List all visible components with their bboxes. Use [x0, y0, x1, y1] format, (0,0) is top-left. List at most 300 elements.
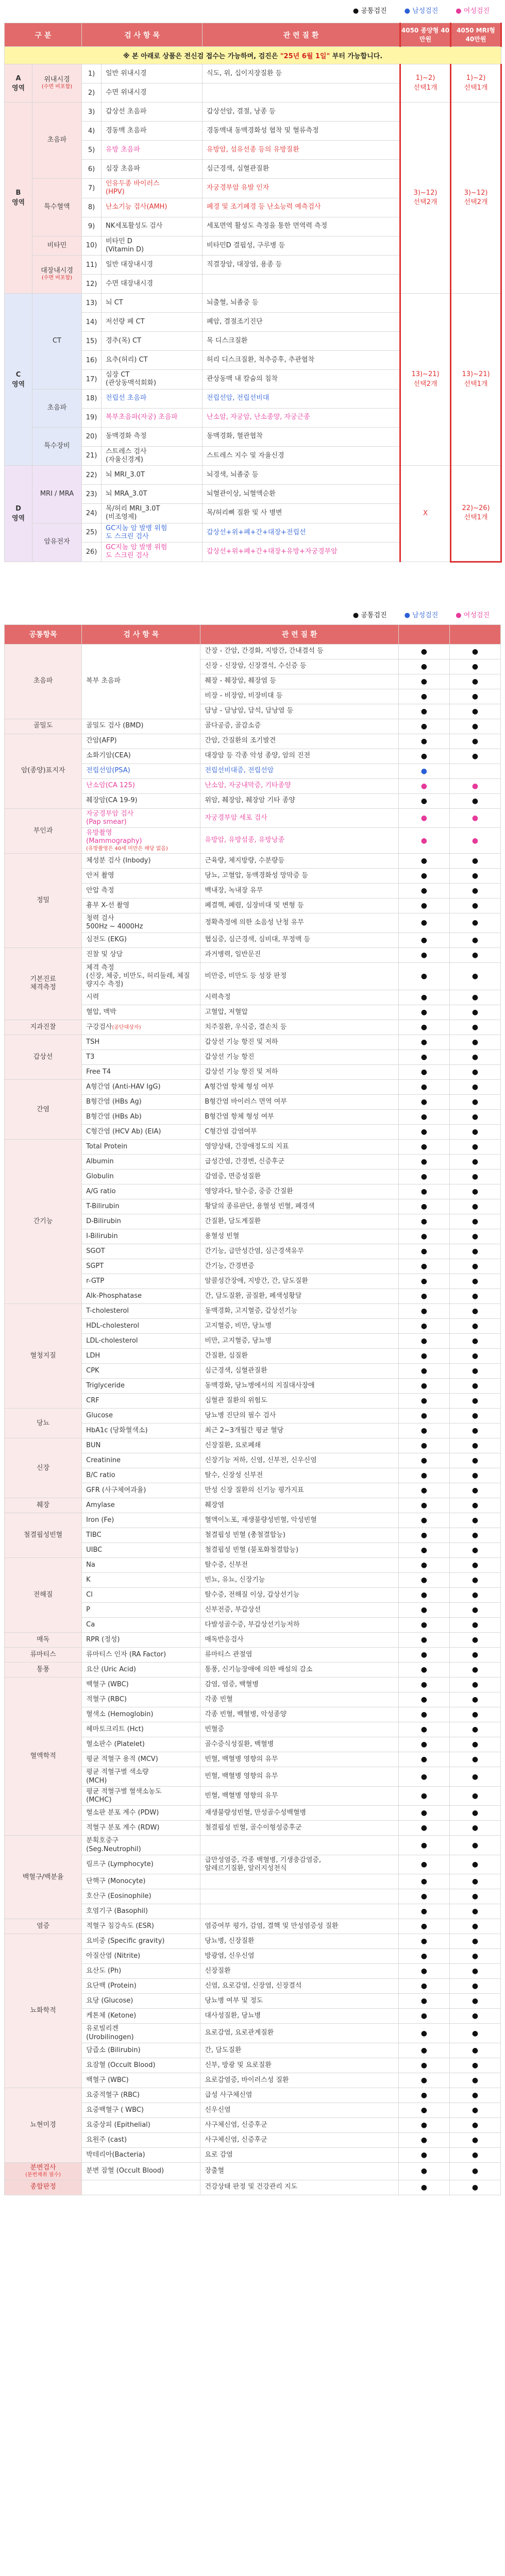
common-item-name: 요단백 (Protein) — [82, 1979, 200, 1994]
mark-package-mri: ● — [449, 1259, 500, 1274]
common-item-name: 아질산염 (Nitrite) — [82, 1949, 200, 1964]
common-item-name: 구강검사(공단대상자) — [82, 1020, 200, 1035]
common-item-name: Triglyceride — [82, 1379, 200, 1394]
common-item-name: 소화기암(CEA) — [82, 749, 200, 764]
mark-package-mri: ● — [449, 1513, 500, 1528]
common-item-name: Albumin — [82, 1155, 200, 1170]
common-item-name: 적혈구 침강속도 (ESR) — [82, 1919, 200, 1934]
common-item-description: 췌장염 — [200, 1498, 398, 1513]
mark-package-tumor: ● — [398, 1513, 449, 1528]
notice-text: ※ 본 아래로 상품은 전신검 접수는 가능하며, 검진은 "25년 6월 1일" 부터 가능합니다. — [5, 47, 501, 64]
common-item-description: 치주질환, 우식증, 결손치 등 — [200, 1020, 398, 1035]
common-item-name: 혈색소 (Hemoglobin) — [82, 1707, 200, 1722]
mark-package-tumor: ● — [398, 778, 449, 793]
item-name: 심장 초음파 — [102, 160, 203, 179]
header-package-tumor: 4050 종양형 40만원 — [400, 23, 451, 47]
common-item-name: 자궁경부암 검사 (Pap smear) — [82, 808, 200, 828]
mark-package-mri: ● — [449, 1035, 500, 1050]
common-item-name: 복부 초음파 — [82, 644, 200, 719]
common-item-name: P — [82, 1603, 200, 1618]
mark-package-tumor: ● — [398, 1095, 449, 1110]
option-row — [5, 466, 501, 485]
mark-package-mri: ● — [449, 1677, 500, 1692]
item-number: 18) — [82, 389, 102, 408]
common-item-description: 통풍, 신기능장애에 의한 배설의 감소 — [200, 1663, 398, 1677]
mark-package-mri: ● — [449, 2180, 500, 2195]
mark-package-mri: ● — [449, 644, 500, 659]
common-item-description: 난소암, 자궁내막증, 기타종양 — [200, 778, 398, 793]
mark-package-tumor: ● — [398, 1364, 449, 1379]
mark-package-tumor: ● — [398, 1140, 449, 1155]
mark-package-tumor: ● — [398, 1786, 449, 1806]
common-item-description: 신장질환 — [200, 1964, 398, 1979]
mark-package-mri: ● — [449, 2009, 500, 2024]
mark-package-tumor: ● — [398, 1919, 449, 1934]
mark-package-tumor: ● — [398, 1722, 449, 1737]
mark-package-tumor: ● — [398, 2117, 449, 2132]
region-cell: C 영역 — [5, 294, 32, 466]
mark-package-tumor: ● — [398, 1020, 449, 1035]
table2-header — [5, 624, 501, 644]
common-item-row — [5, 1498, 501, 1513]
mark-package-mri: ● — [449, 1155, 500, 1170]
mark-package-mri: ● — [449, 1722, 500, 1737]
common-item-name: 백혈구 (WBC) — [82, 1677, 200, 1692]
common-item-name: 평균 적혈구 용적 (MCV) — [82, 1752, 200, 1767]
common-item-name: 호염기구 (Basophil) — [82, 1904, 200, 1919]
item-number: 6) — [82, 160, 102, 179]
mark-package-tumor: ● — [398, 1543, 449, 1558]
common-item-description: 요로 감염 — [200, 2147, 398, 2162]
common-item-description: 간암, 간질환의 조기발견 — [200, 734, 398, 749]
mark-package-mri: ● — [449, 1588, 500, 1603]
common-item-row — [5, 1648, 501, 1663]
common-item-name: GFR (사구체여과율) — [82, 1483, 200, 1498]
common-item-row — [5, 644, 501, 659]
mark-package-mri: ● — [449, 1379, 500, 1394]
common-item-description: 심근경색, 심혈관질환 — [200, 1364, 398, 1379]
mark-package-tumor: ● — [398, 1889, 449, 1904]
common-item-name: 청력 검사 500Hz ~ 4000Hz — [82, 913, 200, 933]
mark-package-mri: ● — [449, 1274, 500, 1289]
item-number: 14) — [82, 313, 102, 332]
common-item-name: T-cholesterol — [82, 1304, 200, 1319]
mark-package-tumor: ● — [398, 1964, 449, 1979]
common-item-description: 위암, 췌장암, 췌장암 기타 종양 — [200, 793, 398, 808]
mark-package-mri: ● — [449, 1214, 500, 1229]
common-item-row — [5, 1836, 501, 1855]
common-item-description: 골수증식성질환, 백혈병 — [200, 1737, 398, 1752]
common-item-row — [5, 1934, 501, 1949]
common-item-name: SGPT — [82, 1259, 200, 1274]
mark-package-tumor: ● — [398, 1934, 449, 1949]
common-item-description: 갑상선 기능 항진 및 저하 — [200, 1065, 398, 1080]
legend-top — [4, 0, 501, 23]
common-item-description: 혈액이노포, 재생불량성빈혈, 악성빈혈 — [200, 1513, 398, 1528]
mark-package-mri: ● — [449, 1229, 500, 1244]
common-item-name: 요산도 (Ph) — [82, 1964, 200, 1979]
category-cell: 암유전자 — [32, 523, 82, 562]
common-item-description: 염증여부 평가, 감염, 결핵 및 만성염증성 질환 — [200, 1919, 398, 1934]
mark-package-mri: ● — [449, 1065, 500, 1080]
common-item-name: CPK — [82, 1364, 200, 1379]
common-item-name: LDL-cholesterol — [82, 1334, 200, 1349]
common-item-description: 빈혈, 백혈병 영향의 유무 — [200, 1752, 398, 1767]
common-item-name: 요잠혈 (Occult Blood) — [82, 2058, 200, 2073]
mark-package-tumor: ● — [398, 1005, 449, 1020]
common-item-description: 철결핍성 빈혈 (불포화철결합능) — [200, 1543, 398, 1558]
common-item-description — [200, 1889, 398, 1904]
common-item-description: 신우신염 — [200, 2103, 398, 2117]
item-name: 요추(허리) CT — [102, 351, 203, 370]
common-item-description: 비만, 고지혈증, 당뇨병 — [200, 1334, 398, 1349]
mark-package-mri: ● — [449, 1170, 500, 1184]
common-item-description: 갑상선 기능 항진 — [200, 1050, 398, 1065]
common-item-description: 탈수, 신장성 신부전 — [200, 1468, 398, 1483]
group-cell: 간염 — [5, 1080, 82, 1140]
header-desc: 관 련 질 환 — [203, 23, 400, 47]
mark-package-tumor: ● — [398, 1065, 449, 1080]
t2-header-group: 공통항목 — [5, 624, 82, 644]
mark-package-tumor: ● — [398, 2088, 449, 2103]
common-item-description: 간, 담도질환 — [200, 2043, 398, 2058]
item-description: 경동맥내 동맥경화성 협착 및 혈류측정 — [203, 122, 400, 141]
common-item-description: 빈혈, 백혈병 영향의 유무 — [200, 1786, 398, 1806]
region-cell: B 영역 — [5, 103, 32, 294]
selection-tumor: 3)~12) 선택2개 — [400, 103, 451, 294]
mark-package-mri: ● — [449, 2147, 500, 2162]
item-number: 2) — [82, 83, 102, 103]
mark-package-mri: ● — [449, 659, 500, 674]
common-item-name: 요비중 (Specific gravity) — [82, 1934, 200, 1949]
notice-row — [5, 47, 501, 64]
item-number: 23) — [82, 485, 102, 504]
common-item-name: r-GTP — [82, 1274, 200, 1289]
item-number: 25) — [82, 523, 102, 543]
common-item-name: 분변 잠혈 (Occult Blood) — [82, 2162, 200, 2180]
mark-package-tumor: ● — [398, 1110, 449, 1125]
group-cell: 골밀도 — [5, 719, 82, 734]
mark-package-tumor: ● — [398, 1836, 449, 1855]
common-item-row — [5, 1919, 501, 1934]
common-item-description: 철결핍성 빈혈, 골수이형성증후군 — [200, 1821, 398, 1836]
mark-package-tumor: ● — [398, 1035, 449, 1050]
item-description — [203, 83, 400, 103]
mark-package-mri: ● — [449, 704, 500, 719]
header-group: 구 분 — [5, 23, 82, 47]
common-item-description: 간기능, 간경변증 — [200, 1259, 398, 1274]
mark-package-mri: ● — [449, 2024, 500, 2043]
mark-package-mri: ● — [449, 1934, 500, 1949]
common-item-row — [5, 1513, 501, 1528]
common-item-description: 다발성골수증, 부갑상선기능저하 — [200, 1618, 398, 1633]
mark-package-mri: ● — [449, 1737, 500, 1752]
common-item-name: T-Bilirubin — [82, 1199, 200, 1214]
item-description: 동맥경화, 혈관협착 — [203, 427, 400, 446]
common-item-name: 심전도 (EKG) — [82, 933, 200, 947]
mark-package-mri: ● — [449, 1543, 500, 1558]
common-item-name: 진찰 및 상담 — [82, 947, 200, 962]
mark-package-tumor: ● — [398, 1949, 449, 1964]
mark-package-tumor: ● — [398, 793, 449, 808]
mark-package-tumor: ● — [398, 1498, 449, 1513]
selection-tumor: 1)~2) 선택1개 — [400, 64, 451, 103]
common-item-description: B형간염 항체 형성 여부 — [200, 1110, 398, 1125]
common-item-name: B/C ratio — [82, 1468, 200, 1483]
item-description: 심근경색, 심혈관질환 — [203, 160, 400, 179]
item-description: 난소암, 자궁암, 난소종양, 자궁근종 — [203, 408, 400, 427]
mark-package-tumor: ● — [398, 2162, 449, 2180]
mark-package-mri: ● — [449, 990, 500, 1005]
common-item-name: 혈소판 분포 계수 (PDW) — [82, 1806, 200, 1821]
item-name: 갑상선 초음파 — [102, 103, 203, 122]
mark-package-mri: ● — [449, 1095, 500, 1110]
common-item-name: T3 — [82, 1050, 200, 1065]
common-item-description: 간질환, 담도계질환 — [200, 1214, 398, 1229]
item-number: 10) — [82, 236, 102, 256]
mark-package-tumor: ● — [398, 1438, 449, 1453]
mark-package-tumor: ● — [398, 2009, 449, 2024]
common-item-row — [5, 1558, 501, 1573]
selection-mri: 3)~12) 선택2개 — [451, 103, 501, 294]
mark-package-mri: ● — [449, 674, 500, 689]
common-item-name: 분획호중구 (Seg.Neutrophil) — [82, 1836, 200, 1855]
common-item-name: Ca — [82, 1618, 200, 1633]
mark-package-tumor: ● — [398, 1806, 449, 1821]
common-item-name: 간암(AFP) — [82, 734, 200, 749]
common-item-description: 영양상태, 간장애정도의 지표 — [200, 1140, 398, 1155]
common-item-row — [5, 1080, 501, 1095]
mark-package-mri: ● — [449, 749, 500, 764]
mark-package-mri: ● — [449, 1767, 500, 1787]
mark-package-tumor: ● — [398, 1080, 449, 1095]
common-item-description: 심혈관 질환의 위험도 — [200, 1394, 398, 1409]
mark-package-tumor: ● — [398, 1214, 449, 1229]
common-item-description: 고혈압, 저혈압 — [200, 1005, 398, 1020]
common-item-description: 각종 빈혈, 백혈병, 악성종양 — [200, 1707, 398, 1722]
common-item-description: 알콜성간장애, 지방간, 간, 담도질환 — [200, 1274, 398, 1289]
common-item-row — [5, 2162, 501, 2180]
mark-package-mri: ● — [449, 1394, 500, 1409]
common-item-row — [5, 947, 501, 962]
item-description: 뇌경색, 뇌졸중 등 — [203, 466, 400, 485]
mark-package-mri: ● — [449, 1949, 500, 1964]
mark-package-mri: ● — [449, 1889, 500, 1904]
mark-package-mri: ● — [449, 1528, 500, 1543]
group-cell: 철결핍성빈혈 — [5, 1513, 82, 1558]
mark-package-tumor: ● — [398, 1692, 449, 1707]
mark-package-tumor: ● — [398, 1588, 449, 1603]
mark-package-mri: ● — [449, 1319, 500, 1334]
mark-package-tumor: ● — [398, 1618, 449, 1633]
common-item-description: 방광염, 신우신염 — [200, 1949, 398, 1964]
mark-package-tumor: ● — [398, 1633, 449, 1648]
mark-package-tumor: ● — [398, 1229, 449, 1244]
common-item-description: 과거병력, 일반문진 — [200, 947, 398, 962]
mark-package-tumor: ● — [398, 1274, 449, 1289]
common-item-name: 류마티스 인자 (RA Factor) — [82, 1648, 200, 1663]
common-item-row — [5, 1663, 501, 1677]
common-item-name: TIBC — [82, 1528, 200, 1543]
mark-package-mri: ● — [449, 2103, 500, 2117]
mark-package-mri: ● — [449, 1289, 500, 1304]
mark-package-mri: ● — [449, 1964, 500, 1979]
mark-package-mri: ● — [449, 828, 500, 854]
item-description: 뇌출혈, 뇌졸중 등 — [203, 294, 400, 313]
mark-package-mri: ● — [449, 2073, 500, 2088]
common-item-name: 평균 적혈구별 색소량 (MCH) — [82, 1767, 200, 1787]
item-name: 경동맥 초음파 — [102, 122, 203, 141]
common-item-description: 골다공증, 골감소증 — [200, 719, 398, 734]
group-cell: 간기능 — [5, 1140, 82, 1304]
mark-package-tumor: ● — [398, 2147, 449, 2162]
group-cell: 정밀 — [5, 854, 82, 948]
mark-package-mri: ● — [449, 1874, 500, 1889]
common-item-name: Iron (Fe) — [82, 1513, 200, 1528]
common-item-name: 림프구 (Lymphocyte) — [82, 1855, 200, 1874]
mark-package-mri: ● — [449, 1140, 500, 1155]
common-item-name: HbA1c (당화혈색소) — [82, 1423, 200, 1438]
item-name: 심장 CT (관상동맥석회화) — [102, 370, 203, 389]
mark-package-tumor: ● — [398, 1453, 449, 1468]
package-options-table — [4, 23, 502, 563]
item-description: 허리 디스크질환, 척추증후, 추관협착 — [203, 351, 400, 370]
common-item-description: 건강상태 판정 및 건강관리 지도 — [200, 2180, 398, 2195]
common-item-name: 흉부 X-선 촬영 — [82, 899, 200, 913]
mark-package-tumor: ● — [398, 1528, 449, 1543]
legend-common: ● 공통검진 — [352, 7, 387, 15]
common-item-name: 요원주 (cast) — [82, 2132, 200, 2147]
common-item-description: 탈수증, 전해질 이상, 갑상선기능 — [200, 1588, 398, 1603]
common-item-description: 고지혈증, 비만, 당뇨병 — [200, 1319, 398, 1334]
item-number: 3) — [82, 103, 102, 122]
mark-package-mri: ● — [449, 884, 500, 899]
group-cell: 기본진료 체격측정 — [5, 947, 82, 1020]
common-item-description: 대장암 등 각종 악성 종양, 암의 진전 — [200, 749, 398, 764]
mark-package-mri: ● — [449, 1752, 500, 1767]
common-item-description: 재생불량성빈혈, 만성골수성백혈병 — [200, 1806, 398, 1821]
common-item-description: 폐결핵, 폐렴, 심장비대 및 변형 등 — [200, 899, 398, 913]
mark-package-mri: ● — [449, 1806, 500, 1821]
common-item-description: 근육량, 체지방량, 수분량등 — [200, 854, 398, 869]
category-cell: CT — [32, 294, 82, 389]
mark-package-tumor: ● — [398, 1409, 449, 1423]
item-description: 식도, 위, 십이지장질환 등 — [203, 64, 400, 83]
common-item-description: 영양과다, 탈수증, 중증 간질환 — [200, 1184, 398, 1199]
common-item-name: Total Protein — [82, 1140, 200, 1155]
legend-bottom — [4, 608, 501, 624]
common-item-name: Cl — [82, 1588, 200, 1603]
mark-package-mri: ● — [449, 1080, 500, 1095]
item-name: 목/허리 MRI_3.0T (비조영제) — [102, 504, 203, 523]
item-name: NK세포활성도 검사 — [102, 217, 203, 236]
common-item-name: 담즙소 (Bilirubin) — [82, 2043, 200, 2058]
mark-package-tumor: ● — [398, 2103, 449, 2117]
common-item-row — [5, 1677, 501, 1692]
mark-package-mri: ● — [449, 734, 500, 749]
common-item-description: 빈혈증 — [200, 1722, 398, 1737]
mark-package-tumor: ● — [398, 899, 449, 913]
mark-package-tumor: ● — [398, 1707, 449, 1722]
common-item-row — [5, 719, 501, 734]
common-item-name: A/G ratio — [82, 1184, 200, 1199]
mark-package-mri: ● — [449, 1349, 500, 1364]
mark-package-tumor: ● — [398, 2043, 449, 2058]
group-cell: 암(종양)표지자 — [5, 734, 82, 808]
group-cell: 매독 — [5, 1633, 82, 1648]
item-number: 13) — [82, 294, 102, 313]
mark-package-mri: ● — [449, 1663, 500, 1677]
mark-package-mri: ● — [449, 1558, 500, 1573]
mark-package-mri: ● — [449, 1786, 500, 1806]
item-number: 5) — [82, 141, 102, 160]
common-item-description: 신부, 방광 및 요로질환 — [200, 2058, 398, 2073]
common-item-row — [5, 1035, 501, 1050]
mark-package-mri: ● — [449, 1468, 500, 1483]
common-item-row — [5, 734, 501, 749]
item-number: 20) — [82, 427, 102, 446]
mark-package-tumor: ● — [398, 1737, 449, 1752]
region-cell: D 영역 — [5, 466, 32, 562]
group-cell: 통풍 — [5, 1663, 82, 1677]
item-name: 유방 초음파 — [102, 141, 203, 160]
mark-package-tumor: ● — [398, 1259, 449, 1274]
common-item-name: 난소암(CA 125) — [82, 778, 200, 793]
mark-package-tumor: ● — [398, 1349, 449, 1364]
mark-package-tumor: ● — [398, 884, 449, 899]
item-description: 갑상선+위+폐+간+대장+유방+자궁경부암 — [203, 543, 400, 562]
mark-package-mri: ● — [449, 1409, 500, 1423]
selection-mri: 1)~2) 선택1개 — [451, 64, 501, 103]
mark-package-tumor: ● — [398, 1573, 449, 1588]
mark-package-tumor: ● — [398, 1125, 449, 1140]
mark-package-mri: ● — [449, 1005, 500, 1020]
mark-package-mri: ● — [449, 2162, 500, 2180]
mark-package-tumor: ● — [398, 2024, 449, 2043]
common-item-description: 간, 담도질환, 골질환, 폐색성황달 — [200, 1289, 398, 1304]
common-item-description: 급성 사구체신염 — [200, 2088, 398, 2103]
item-name: 저선량 폐 CT — [102, 313, 203, 332]
option-row — [5, 103, 501, 122]
mark-package-mri — [449, 764, 500, 778]
common-item-name: 케톤체 (Ketone) — [82, 2009, 200, 2024]
mark-package-tumor: ● — [398, 828, 449, 854]
mark-package-mri: ● — [449, 1633, 500, 1648]
item-name: 비타민 D (Vitamin D) — [102, 236, 203, 256]
item-name: 뇌 MRA_3.0T — [102, 485, 203, 504]
group-cell: 류마티스 — [5, 1648, 82, 1663]
group-cell: 당뇨 — [5, 1409, 82, 1438]
group-cell: 초음파 — [5, 644, 82, 719]
item-number: 1) — [82, 64, 102, 83]
mark-package-tumor: ● — [398, 990, 449, 1005]
item-description — [203, 275, 400, 294]
option-row — [5, 294, 501, 313]
common-item-description: 각종 빈혈 — [200, 1692, 398, 1707]
group-cell: 혈액학적 — [5, 1677, 82, 1836]
mark-package-tumor: ● — [398, 1821, 449, 1836]
mark-package-mri: ● — [449, 2117, 500, 2132]
mark-package-mri: ● — [449, 2088, 500, 2103]
item-description: 목/허리뼈 질환 및 사 병변 — [203, 504, 400, 523]
t2-header-desc: 관 련 질 환 — [200, 624, 398, 644]
common-item-description: 급만성염증, 각종 백혈병, 기생충감염증, 알레르기질환, 알러지성천식 — [200, 1855, 398, 1874]
item-name: 전립선 초음파 — [102, 389, 203, 408]
common-item-name: 호산구 (Eosinophile) — [82, 1889, 200, 1904]
region-cell: A 영역 — [5, 64, 32, 103]
common-item-name: B형간염 (HBs Ab) — [82, 1110, 200, 1125]
common-item-description: 만성 신장 질환의 신기능 평가지표 — [200, 1483, 398, 1498]
